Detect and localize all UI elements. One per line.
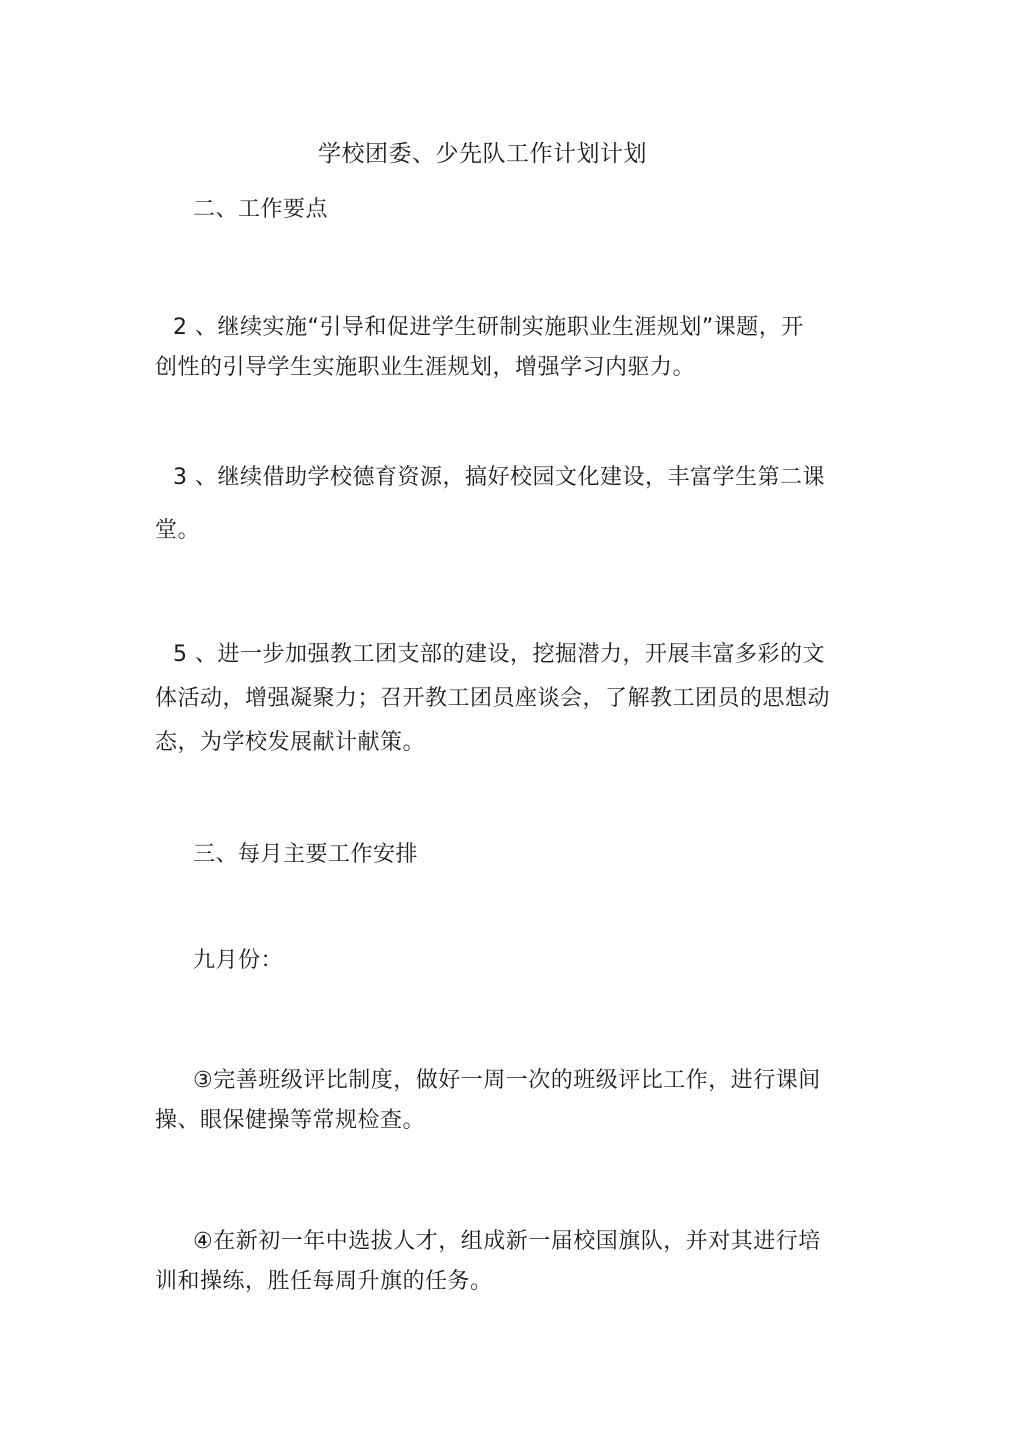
section-heading-monthly-plan: 三、每月主要工作安排 [193, 842, 419, 867]
month-label-september: 九月份： [193, 948, 284, 973]
item-5-line-2: 体活动，增强凝聚力；召开教工团员座谈会，了解教工团员的思想动 [155, 686, 831, 711]
item-5-line-1: 5 、进一步加强教工团支部的建设，挖掘潜力，开展丰富多彩的文 [173, 642, 825, 667]
task-3-line-1: ③完善班级评比制度，做好一周一次的班级评比工作，进行课间 [193, 1068, 821, 1093]
item-2-line-2: 创性的引导学生实施职业生涯规划，增强学习内驱力。 [155, 355, 696, 380]
item-5-line-3: 态，为学校发展献计献策。 [155, 730, 426, 755]
task-4-line-1: ④在新初一年中选拔人才，组成新一届校国旗队，并对其进行培 [193, 1229, 821, 1254]
task-4-line-2: 训和操练，胜任每周升旗的任务。 [155, 1269, 493, 1294]
item-3-line-2: 堂。 [155, 518, 201, 543]
item-3-line-1: 3 、继续借助学校德育资源，搞好校园文化建设，丰富学生第二课 [173, 465, 825, 490]
section-heading-work-points: 二、工作要点 [193, 197, 329, 222]
item-2-line-1: 2 、继续实施“引导和促进学生研制实施职业生涯规划”课题，开 [173, 315, 804, 340]
task-3-line-2: 操、眼保健操等常规检查。 [155, 1108, 426, 1133]
document-title: 学校团委、少先队工作计划计划 [318, 141, 647, 167]
